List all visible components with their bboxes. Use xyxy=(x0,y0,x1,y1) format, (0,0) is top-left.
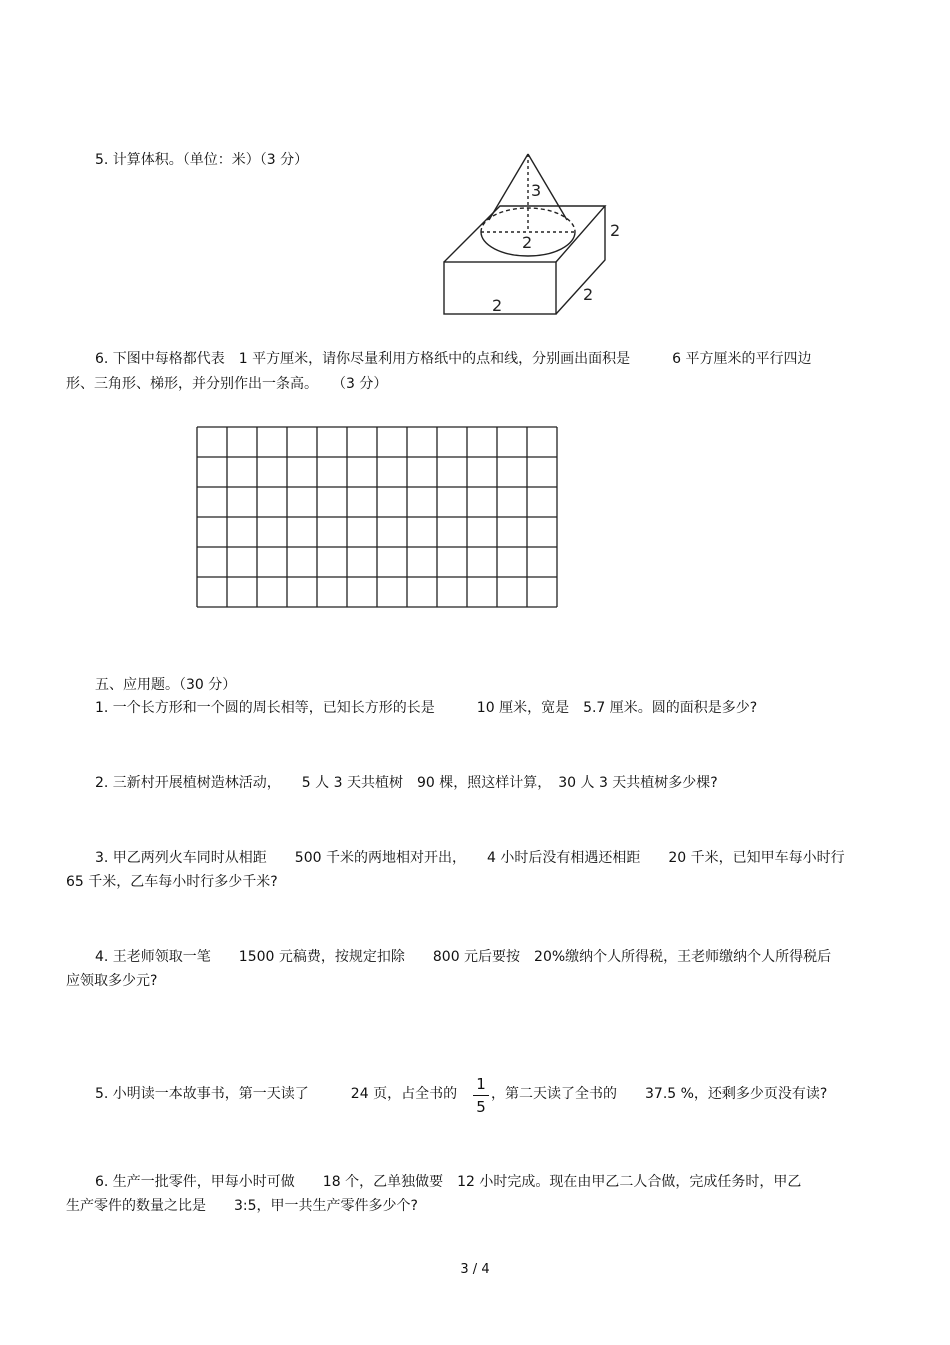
applied-q5-post: ，第二天读了全书的 37.5 %，还剩多少页没有读? xyxy=(491,1086,828,1102)
applied-q3-line2: 65 千米，乙车每小时行多少千米? xyxy=(66,874,278,890)
box-height-label: 2 xyxy=(610,221,621,240)
applied-q3-line1: 3. 甲乙两列火车同时从相距 500 千米的两地相对开出， 4 小时后没有相遇还相距 20 千米，已知甲车每小时行 xyxy=(95,850,845,866)
fraction-one-fifth xyxy=(473,1074,489,1117)
applied-q4-line1: 4. 王老师领取一笔 1500 元稿费，按规定扣除 800 元后要按 20%缴纳个人所得税，王老师缴纳个人所得税后 xyxy=(95,949,832,965)
cone-height-label: 3 xyxy=(531,181,542,200)
applied-q5-pre: 5. 小明读一本故事书，第一天读了 24 页，占全书的 xyxy=(95,1086,458,1102)
applied-q6-line1: 6. 生产一批零件，甲每小时可做 18 个，乙单独做要 12 小时完成。现在由甲乙二人合做，完成任务时，甲乙 xyxy=(95,1174,802,1190)
question-5-volume: 5. 计算体积。（单位：米）（3 分） xyxy=(95,152,309,168)
box-length-label: 2 xyxy=(492,296,503,315)
question-6-grid-line1: 6. 下图中每格都代表 1 平方厘米，请你尽量利用方格纸中的点和线，分别画出面积是 6 平方厘米的平行四边 xyxy=(95,351,812,367)
box-depth-label: 2 xyxy=(583,285,594,304)
cone-on-cuboid-figure xyxy=(435,150,635,320)
applied-q1: 1. 一个长方形和一个圆的周长相等，已知长方形的长是 10 厘米，宽是 5.7 厘米。圆的面积是多少? xyxy=(95,700,758,716)
fraction-numerator: 1 xyxy=(476,1075,486,1093)
question-6-grid-line2: 形、三角形、梯形，并分别作出一条高。 （3 分） xyxy=(66,376,388,392)
fraction-denominator: 5 xyxy=(476,1098,486,1116)
cuboid-right-face xyxy=(556,206,605,314)
page-number: 3 / 4 xyxy=(460,1262,490,1277)
applied-q4-line2: 应领取多少元? xyxy=(66,973,158,989)
square-grid xyxy=(196,426,558,612)
radius-label: 2 xyxy=(522,233,533,252)
section-5-title: 五、应用题。（30 分） xyxy=(95,677,237,693)
applied-q2: 2. 三新村开展植树造林活动， 5 人 3 天共植树 90 棵，照这样计算， 30 人 3 天共植树多少棵? xyxy=(95,775,718,791)
applied-q6-line2: 生产零件的数量之比是 3:5，甲一共生产零件多少个? xyxy=(66,1198,418,1214)
